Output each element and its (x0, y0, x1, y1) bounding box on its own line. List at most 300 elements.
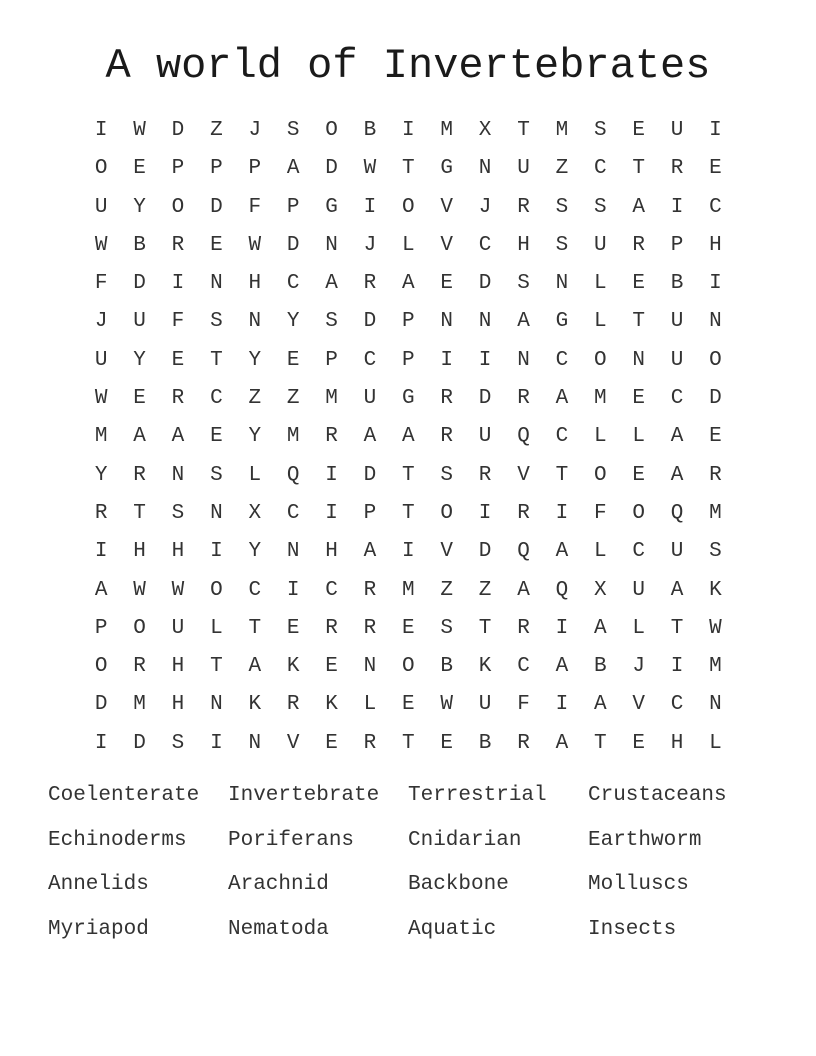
grid-letter: E (440, 272, 454, 296)
grid-letter: W (440, 693, 454, 717)
grid-letter: I (478, 501, 492, 525)
grid-letter: A (555, 540, 569, 564)
grid-letter: B (593, 655, 607, 679)
grid-letter: C (632, 540, 645, 564)
grid-letter: R (325, 616, 338, 640)
grid-letter: S (517, 272, 530, 296)
grid-letter: A (286, 157, 300, 181)
grid-letter: S (555, 233, 569, 257)
grid-letter: H (133, 540, 146, 564)
grid-letter: O (133, 616, 146, 640)
grid-letter: K (286, 655, 300, 679)
grid-letter: E (133, 387, 146, 411)
grid-letter: I (709, 272, 722, 296)
grid-letter: N (248, 310, 262, 334)
grid-letter: Z (440, 578, 454, 602)
grid-letter: O (402, 655, 415, 679)
grid-letter: J (94, 310, 108, 334)
grid-letter: S (440, 616, 454, 640)
grid-letter: T (632, 310, 645, 334)
grid-letter: I (670, 195, 684, 219)
grid-letter: U (632, 578, 645, 602)
grid-letter: V (440, 540, 454, 564)
grid-letter: M (709, 501, 722, 525)
word-list-item: Molluscs (588, 873, 689, 897)
grid-letter: N (248, 731, 262, 755)
grid-letter: S (286, 119, 300, 142)
grid-letter: C (248, 578, 262, 602)
word-list-item: Insects (588, 917, 677, 941)
grid-letter: M (325, 387, 338, 411)
grid-letter: W (248, 233, 262, 257)
grid-letter: N (210, 693, 223, 717)
grid-letter: A (670, 463, 684, 487)
grid-letter: T (478, 616, 492, 640)
word-list-item: Crustaceans (588, 784, 727, 807)
grid-letter: D (478, 387, 492, 411)
grid-letter: R (363, 731, 377, 755)
grid-letter: U (94, 195, 108, 219)
grid-letter: O (402, 195, 415, 219)
grid-letter: I (555, 693, 569, 717)
grid-letter: I (402, 540, 415, 564)
word-list-item: Coelenterate (48, 784, 200, 807)
grid-letter: R (363, 616, 377, 640)
grid-letter: I (555, 501, 569, 525)
grid-letter: S (210, 310, 223, 334)
grid-letter: R (709, 463, 722, 487)
grid-letter: E (402, 616, 415, 640)
grid-letter: A (593, 693, 607, 717)
grid-letter: E (133, 157, 146, 181)
grid-letter: E (632, 272, 645, 296)
grid-letter: P (402, 310, 415, 334)
grid-letter: M (94, 425, 108, 449)
grid-letter: Y (248, 425, 262, 449)
grid-letter: C (325, 578, 338, 602)
grid-letter: N (555, 272, 569, 296)
grid-letter: A (363, 425, 377, 449)
grid-letter: I (670, 655, 684, 679)
grid-letter: Z (286, 387, 300, 411)
grid-letter: R (632, 233, 645, 257)
grid-letter: Z (248, 387, 262, 411)
grid-letter: T (517, 119, 530, 142)
grid-letter: R (286, 693, 300, 717)
grid-letter: R (440, 425, 454, 449)
grid-letter: I (210, 540, 223, 564)
word-list-item: Backbone (408, 873, 509, 897)
grid-letter: E (632, 463, 645, 487)
grid-letter: W (94, 233, 108, 257)
grid-letter: I (171, 272, 185, 296)
grid-letter: T (555, 463, 569, 487)
grid-letter: E (709, 425, 722, 449)
grid-letter: R (517, 195, 530, 219)
grid-letter: C (670, 693, 684, 717)
grid-letter: O (94, 655, 108, 679)
word-list-item: Earthworm (588, 828, 702, 852)
grid-letter: L (402, 233, 415, 257)
grid-letter: O (210, 578, 223, 602)
grid-letter: I (94, 540, 108, 564)
grid-letter: Y (248, 348, 262, 372)
grid-letter: O (709, 348, 722, 372)
grid-letter: D (94, 693, 108, 717)
grid-letter: V (440, 233, 454, 257)
grid-letter: A (517, 310, 530, 334)
grid-letter: C (363, 348, 377, 372)
grid-letter: R (517, 387, 530, 411)
word-list-item: Annelids (48, 873, 149, 897)
word-list-item: Cnidarian (408, 828, 522, 852)
grid-letter: A (248, 655, 262, 679)
grid-letter: P (402, 348, 415, 372)
grid-letter: G (402, 387, 415, 411)
grid-letter: H (171, 540, 185, 564)
grid-letter: S (325, 310, 338, 334)
word-list-item: Poriferans (228, 828, 355, 852)
grid-letter: H (325, 540, 338, 564)
grid-letter: D (709, 387, 722, 411)
grid-letter: I (402, 119, 415, 142)
grid-letter: Z (478, 578, 492, 602)
grid-letter: R (325, 425, 338, 449)
grid-letter: R (133, 655, 146, 679)
grid-letter: W (133, 578, 146, 602)
grid-letter: I (440, 348, 454, 372)
grid-letter: I (478, 348, 492, 372)
word-list-item: Aquatic (408, 917, 497, 941)
grid-letter: L (248, 463, 262, 487)
grid-letter: H (171, 693, 185, 717)
grid-letter: C (210, 387, 223, 411)
grid-letter: C (670, 387, 684, 411)
grid-letter: A (171, 425, 185, 449)
grid-letter: U (670, 348, 684, 372)
grid-letter: W (133, 119, 146, 142)
grid-letter: S (593, 119, 607, 142)
grid-letter: R (94, 501, 108, 525)
grid-letter: N (286, 540, 300, 564)
grid-letter: S (171, 731, 185, 755)
grid-letter: M (593, 387, 607, 411)
grid-letter: P (325, 348, 338, 372)
page-title: A world of Invertebrates (105, 42, 711, 90)
grid-letter: P (171, 157, 185, 181)
grid-letter: W (171, 578, 185, 602)
grid-letter: E (632, 387, 645, 411)
grid-letter: J (248, 119, 262, 142)
grid-letter: R (363, 578, 377, 602)
word-list-item: Invertebrate (228, 784, 380, 807)
grid-letter: H (171, 655, 185, 679)
grid-letter: N (363, 655, 377, 679)
grid-letter: R (133, 463, 146, 487)
grid-letter: K (248, 693, 262, 717)
grid-letter: E (632, 731, 645, 755)
grid-letter: U (670, 119, 684, 142)
grid-letter: W (709, 616, 722, 640)
grid-letter: A (133, 425, 146, 449)
grid-letter: N (517, 348, 530, 372)
grid-letter: I (709, 119, 722, 142)
grid-letter: E (210, 233, 223, 257)
grid-letter: T (593, 731, 607, 755)
grid-letter: A (555, 731, 569, 755)
grid-letter: M (286, 425, 300, 449)
grid-letter: C (286, 501, 300, 525)
grid-letter: N (210, 501, 223, 525)
grid-letter: T (670, 616, 684, 640)
grid-letter: D (363, 463, 377, 487)
grid-letter: B (133, 233, 146, 257)
grid-letter: O (325, 119, 338, 142)
grid-letter: E (286, 616, 300, 640)
grid-letter: O (171, 195, 185, 219)
grid-letter: B (363, 119, 377, 142)
grid-letter: V (286, 731, 300, 755)
grid-letter: R (517, 501, 530, 525)
grid-letter: H (670, 731, 684, 755)
grid-letter: R (440, 387, 454, 411)
grid-letter: L (593, 425, 607, 449)
grid-letter: E (325, 655, 338, 679)
grid-letter: C (286, 272, 300, 296)
grid-letter: L (709, 731, 722, 755)
grid-letter: T (210, 655, 223, 679)
grid-letter: M (440, 119, 454, 142)
grid-letter: U (670, 540, 684, 564)
grid-letter: Q (517, 540, 530, 564)
word-list-item: Nematoda (228, 917, 329, 941)
grid-letter: M (402, 578, 415, 602)
grid-letter: A (593, 616, 607, 640)
grid-letter: D (325, 157, 338, 181)
grid-letter: L (632, 425, 645, 449)
grid-letter: N (478, 310, 492, 334)
grid-letter: N (325, 233, 338, 257)
grid-letter: E (709, 157, 722, 181)
grid-letter: V (440, 195, 454, 219)
grid-letter: U (478, 425, 492, 449)
grid-letter: B (440, 655, 454, 679)
grid-letter: A (555, 387, 569, 411)
grid-letter: C (555, 348, 569, 372)
grid-letter: E (325, 731, 338, 755)
grid-letter: S (171, 501, 185, 525)
grid-letter: C (593, 157, 607, 181)
grid-letter: L (593, 540, 607, 564)
grid-letter: P (363, 501, 377, 525)
grid-letter: D (286, 233, 300, 257)
grid-letter: D (363, 310, 377, 334)
grid-letter: R (171, 233, 185, 257)
grid-letter: S (440, 463, 454, 487)
grid-letter: Q (555, 578, 569, 602)
grid-letter: U (593, 233, 607, 257)
grid-letter: R (171, 387, 185, 411)
grid-letter: A (94, 578, 108, 602)
grid-letter: Y (248, 540, 262, 564)
grid-letter: I (94, 731, 108, 755)
grid-letter: Y (133, 195, 146, 219)
word-list-item: Arachnid (228, 873, 329, 897)
grid-letter: I (210, 731, 223, 755)
grid-letter: C (517, 655, 530, 679)
grid-letter: A (325, 272, 338, 296)
grid-letter: K (325, 693, 338, 717)
grid-letter: L (363, 693, 377, 717)
grid-letter: R (478, 463, 492, 487)
grid-letter: Z (210, 119, 223, 142)
grid-letter: F (248, 195, 262, 219)
grid-letter: F (94, 272, 108, 296)
grid-letter: D (133, 731, 146, 755)
grid-letter: H (709, 233, 722, 257)
grid-letter: U (94, 348, 108, 372)
grid-letter: F (171, 310, 185, 334)
grid-letter: M (709, 655, 722, 679)
grid-letter: I (94, 119, 108, 142)
grid-letter: A (670, 578, 684, 602)
grid-letter: P (94, 616, 108, 640)
grid-letter: E (440, 731, 454, 755)
grid-letter: P (670, 233, 684, 257)
word-list-item: Myriapod (48, 917, 149, 941)
grid-letter: T (210, 348, 223, 372)
grid-letter: R (363, 272, 377, 296)
grid-letter: M (555, 119, 569, 142)
grid-letter: D (171, 119, 185, 142)
grid-letter: X (478, 119, 492, 142)
grid-letter: R (517, 616, 530, 640)
grid-letter: Q (286, 463, 300, 487)
grid-letter: A (402, 272, 415, 296)
grid-letter: N (632, 348, 645, 372)
grid-letter: G (440, 157, 454, 181)
grid-letter: T (248, 616, 262, 640)
grid-letter: O (632, 501, 645, 525)
grid-letter: O (593, 348, 607, 372)
grid-letter: N (709, 310, 722, 334)
grid-letter: N (440, 310, 454, 334)
grid-letter: I (286, 578, 300, 602)
grid-letter: C (709, 195, 722, 219)
grid-letter: R (517, 731, 530, 755)
grid-letter: U (363, 387, 377, 411)
grid-letter: L (593, 310, 607, 334)
grid-letter: H (248, 272, 262, 296)
grid-letter: F (593, 501, 607, 525)
grid-letter: T (402, 157, 415, 181)
word-list-item: Terrestrial (408, 784, 547, 807)
grid-letter: I (325, 501, 338, 525)
letter-grid (82, 112, 735, 763)
grid-letter: Q (517, 425, 530, 449)
grid-letter: O (593, 463, 607, 487)
grid-letter: A (555, 655, 569, 679)
grid-letter: W (94, 387, 108, 411)
grid-letter: P (286, 195, 300, 219)
grid-letter: J (632, 655, 645, 679)
grid-letter: Y (133, 348, 146, 372)
grid-letter: D (478, 540, 492, 564)
grid-letter: U (517, 157, 530, 181)
grid-letter: S (210, 463, 223, 487)
grid-letter: Y (286, 310, 300, 334)
grid-letter: A (517, 578, 530, 602)
grid-letter: Z (555, 157, 569, 181)
grid-letter: K (478, 655, 492, 679)
grid-letter: A (632, 195, 645, 219)
grid-letter: L (210, 616, 223, 640)
grid-letter: Y (94, 463, 108, 487)
grid-letter: E (171, 348, 185, 372)
grid-letter: O (94, 157, 108, 181)
grid-letter: K (709, 578, 722, 602)
grid-letter: N (478, 157, 492, 181)
grid-letter: U (478, 693, 492, 717)
word-list (48, 776, 768, 954)
grid-letter: T (402, 731, 415, 755)
grid-letter: F (517, 693, 530, 717)
grid-letter: I (363, 195, 377, 219)
grid-letter: J (478, 195, 492, 219)
grid-letter: Q (670, 501, 684, 525)
grid-letter: E (286, 348, 300, 372)
grid-letter: S (593, 195, 607, 219)
grid-letter: P (210, 157, 223, 181)
grid-letter: U (171, 616, 185, 640)
grid-letter: G (555, 310, 569, 334)
grid-letter: U (670, 310, 684, 334)
word-list-item: Echinoderms (48, 828, 187, 852)
grid-letter: S (709, 540, 722, 564)
grid-letter: V (517, 463, 530, 487)
grid-letter: X (593, 578, 607, 602)
grid-letter: A (670, 425, 684, 449)
grid-letter: V (632, 693, 645, 717)
grid-letter: N (210, 272, 223, 296)
grid-letter: L (593, 272, 607, 296)
grid-letter: T (402, 463, 415, 487)
grid-letter: T (632, 157, 645, 181)
grid-letter: B (670, 272, 684, 296)
grid-letter: H (517, 233, 530, 257)
grid-letter: L (632, 616, 645, 640)
grid-letter: P (248, 157, 262, 181)
grid-letter: C (555, 425, 569, 449)
grid-letter: D (133, 272, 146, 296)
grid-letter: R (670, 157, 684, 181)
grid-letter: N (171, 463, 185, 487)
grid-letter: T (133, 501, 146, 525)
grid-letter: E (210, 425, 223, 449)
grid-letter: O (440, 501, 454, 525)
grid-letter: D (210, 195, 223, 219)
grid-letter: C (478, 233, 492, 257)
grid-letter: W (363, 157, 377, 181)
grid-letter: B (478, 731, 492, 755)
grid-letter: A (363, 540, 377, 564)
grid-letter: J (363, 233, 377, 257)
grid-letter: M (133, 693, 146, 717)
grid-letter: E (402, 693, 415, 717)
grid-letter: G (325, 195, 338, 219)
grid-letter: A (402, 425, 415, 449)
grid-letter: X (248, 501, 262, 525)
